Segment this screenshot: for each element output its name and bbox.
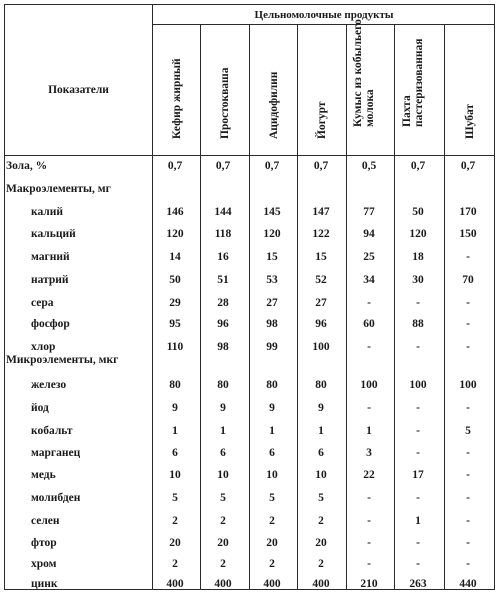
header-bottom-line	[4, 155, 495, 156]
table-cell: 51	[217, 274, 229, 286]
row-label: Зола, %	[6, 160, 48, 172]
row-label: калий	[31, 206, 64, 218]
row-label: кальций	[31, 228, 76, 240]
row-label: йод	[31, 402, 49, 414]
table-cell: 5	[318, 492, 324, 504]
table-cell: -	[416, 341, 420, 353]
table-cell: -	[416, 425, 420, 437]
table-cell: 2	[172, 515, 178, 527]
table-cell: -	[466, 402, 470, 414]
table-cell: 20	[315, 537, 327, 549]
row-label: цинк	[31, 578, 58, 590]
table-cell: 1	[366, 425, 372, 437]
table-cell: 9	[318, 402, 324, 414]
table-cell: 96	[217, 318, 229, 330]
table-cell: 2	[172, 558, 178, 570]
table-cell: -	[466, 492, 470, 504]
table-cell: 1	[220, 425, 226, 437]
table-cell: -	[416, 297, 420, 309]
table-cell: 94	[363, 228, 375, 240]
table-cell: -	[367, 492, 371, 504]
table-cell: 20	[217, 537, 229, 549]
parameter-column-title: Показатели	[48, 83, 109, 96]
table-cell: 99	[266, 341, 278, 353]
table-cell: 28	[217, 297, 229, 309]
row-label: натрий	[31, 274, 69, 286]
table-cell: 9	[220, 402, 226, 414]
table-cell: -	[466, 318, 470, 330]
table-cell: 120	[409, 228, 427, 240]
table-cell: 1	[318, 425, 324, 437]
row-label: фтор	[31, 537, 57, 549]
table-cell: -	[416, 447, 420, 459]
table-cell: 146	[166, 206, 184, 218]
table-cell: 400	[214, 578, 232, 590]
table-cell: 9	[269, 402, 275, 414]
table-cell: 5	[465, 425, 471, 437]
table-cell: 18	[412, 251, 424, 263]
row-label: Макроэлементы, мг	[6, 183, 111, 195]
table-cell: 95	[169, 318, 181, 330]
table-cell: 400	[166, 578, 184, 590]
table-cell: 17	[412, 469, 424, 481]
table-cell: 2	[220, 558, 226, 570]
table-cell: 2	[269, 558, 275, 570]
table-cell: 0,7	[313, 160, 329, 172]
table-cell: 10	[217, 469, 229, 481]
column-header-kumys: Кумыс из кобыльего молока	[351, 19, 376, 127]
table-cell: 25	[363, 251, 375, 263]
table-cell: 80	[315, 379, 327, 391]
table-cell: -	[367, 297, 371, 309]
table-cell: 80	[217, 379, 229, 391]
table-cell: 210	[360, 578, 378, 590]
table-cell: 2	[269, 515, 275, 527]
row-label: марганец	[31, 447, 81, 459]
table-cell: 70	[462, 274, 474, 286]
table-cell: -	[416, 537, 420, 549]
column-header-yogurt: Йогурт	[316, 101, 328, 139]
table-cell: 50	[169, 274, 181, 286]
table-cell: 9	[172, 402, 178, 414]
table-cell: 27	[315, 297, 327, 309]
column-header-shubat: Шубат	[464, 103, 476, 139]
table-cell: 440	[459, 578, 477, 590]
table-cell: 100	[459, 379, 477, 391]
table-cell: -	[367, 537, 371, 549]
row-label: хлор	[31, 341, 56, 353]
table-cell: 80	[169, 379, 181, 391]
row-label: кобальт	[31, 425, 73, 437]
table-cell: 60	[363, 318, 375, 330]
table-cell: 100	[312, 341, 330, 353]
row-label: сера	[31, 297, 54, 309]
table-cell: 122	[312, 228, 330, 240]
table-cell: 96	[315, 318, 327, 330]
table-cell: -	[416, 492, 420, 504]
table-cell: 20	[169, 537, 181, 549]
table-cell: 10	[266, 469, 278, 481]
table-cell: 20	[266, 537, 278, 549]
table-cell: 77	[363, 206, 375, 218]
table-cell: 2	[220, 515, 226, 527]
row-label: Микроэлементы, мкг	[6, 354, 119, 366]
table-cell: 34	[363, 274, 375, 286]
table-cell: 29	[169, 297, 181, 309]
table-cell: -	[466, 341, 470, 353]
table-cell: 98	[266, 318, 278, 330]
table-cell: 118	[214, 228, 232, 240]
column-header-prostokvasha: Простокваша	[219, 67, 231, 139]
row-label: магний	[31, 251, 70, 263]
row-label: селен	[31, 515, 60, 527]
table-cell: 100	[360, 379, 378, 391]
table-cell: 2	[318, 558, 324, 570]
table-cell: 10	[315, 469, 327, 481]
table-cell: 98	[217, 341, 229, 353]
row-label: медь	[31, 469, 56, 481]
table-cell: 3	[366, 447, 372, 459]
table-cell: 110	[166, 341, 184, 353]
table-cell: 144	[214, 206, 232, 218]
table-cell: 170	[459, 206, 477, 218]
table-cell: 30	[412, 274, 424, 286]
table-cell: 1	[172, 425, 178, 437]
table-cell: 52	[315, 274, 327, 286]
table-cell: 1	[415, 515, 421, 527]
table-cell: -	[367, 515, 371, 527]
row-label: хром	[31, 558, 57, 570]
table-cell: 147	[312, 206, 330, 218]
table-cell: 16	[217, 251, 229, 263]
column-header-pakhta: Пахта пастеризованная	[400, 38, 425, 127]
table-cell: -	[466, 251, 470, 263]
table-cell: 5	[220, 492, 226, 504]
table-cell: 10	[169, 469, 181, 481]
table-cell: 15	[266, 251, 278, 263]
table-cell: 100	[409, 379, 427, 391]
table-cell: 88	[412, 318, 424, 330]
row-label: фосфор	[31, 318, 70, 330]
table-cell: 263	[409, 578, 427, 590]
table-cell: 14	[169, 251, 181, 263]
table-cell: 0,7	[264, 160, 280, 172]
table-cell: -	[367, 558, 371, 570]
table-cell: 2	[318, 515, 324, 527]
column-header-kefir: Кефир жирный	[170, 58, 183, 139]
table-cell: -	[367, 341, 371, 353]
table-cell: 0,5	[361, 160, 377, 172]
table-cell: -	[466, 558, 470, 570]
table-cell: 120	[166, 228, 184, 240]
table-cell: 22	[363, 469, 375, 481]
table-cell: 150	[459, 228, 477, 240]
group-title: Цельномолочные продукты	[254, 9, 394, 21]
table-cell: 6	[269, 447, 275, 459]
table-cell: 50	[412, 206, 424, 218]
table-cell: 6	[220, 447, 226, 459]
table-cell: 6	[318, 447, 324, 459]
column-header-acidophilin: Ацидофилин	[267, 71, 280, 139]
table-cell: 400	[263, 578, 281, 590]
table-cell: 5	[269, 492, 275, 504]
table-cell: -	[466, 515, 470, 527]
table-cell: -	[416, 402, 420, 414]
table-cell: -	[466, 447, 470, 459]
table-cell: -	[466, 537, 470, 549]
table-cell: 5	[172, 492, 178, 504]
table-cell: 53	[266, 274, 278, 286]
table-cell: 0,7	[460, 160, 476, 172]
table-cell: 400	[312, 578, 330, 590]
table-cell: 145	[263, 206, 281, 218]
table-cell: -	[416, 558, 420, 570]
table-cell: 0,7	[410, 160, 426, 172]
table-cell: -	[466, 297, 470, 309]
row-label: железо	[31, 379, 67, 391]
table-cell: 0,7	[167, 160, 183, 172]
table-cell: -	[466, 469, 470, 481]
table-cell: 6	[172, 447, 178, 459]
table-cell: 1	[269, 425, 275, 437]
row-label: молибден	[31, 492, 81, 504]
table-cell: 0,7	[215, 160, 231, 172]
table-cell: 27	[266, 297, 278, 309]
table-cell: 80	[266, 379, 278, 391]
table-cell: 15	[315, 251, 327, 263]
table-cell: 120	[263, 228, 281, 240]
table-cell: -	[367, 402, 371, 414]
